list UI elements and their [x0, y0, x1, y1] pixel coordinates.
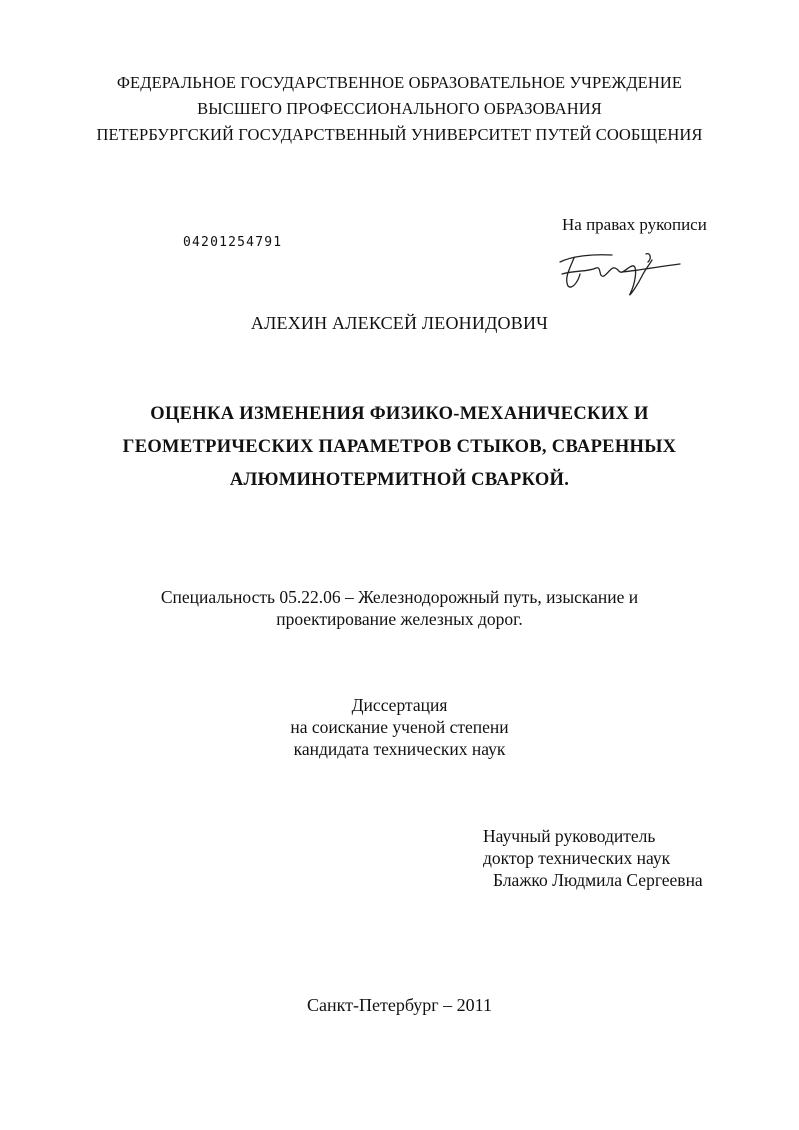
specialty-line-2: проектирование железных дорог. [276, 609, 523, 629]
supervisor-name: Блажко Людмила Сергеевна [493, 870, 703, 890]
dissertation-line-3: кандидата технических наук [293, 739, 506, 759]
title-line-1: ОЦЕНКА ИЗМЕНЕНИЯ ФИЗИКО-МЕХАНИЧЕСКИХ И [150, 404, 649, 424]
specialty [0, 586, 799, 630]
title-line-3: АЛЮМИНОТЕРМИТНОЙ СВАРКОЙ. [229, 470, 570, 490]
city-year: Санкт-Петербург – 2011 [306, 995, 493, 1015]
supervisor-degree: доктор технических наук [483, 848, 671, 868]
dissertation-title [0, 398, 799, 497]
institution-header [0, 70, 799, 148]
institution-line-1: ФЕДЕРАЛЬНОЕ ГОСУДАРСТВЕННОЕ ОБРАЗОВАТЕЛЬНОЕ УЧРЕЖДЕНИЕ [116, 73, 683, 92]
institution-line-2: ВЫСШЕГО ПРОФЕССИОНАЛЬНОГО ОБРАЗОВАНИЯ [197, 99, 602, 118]
dissertation-type [0, 694, 799, 760]
title-line-2: ГЕОМЕТРИЧЕСКИХ ПАРАМЕТРОВ СТЫКОВ, СВАРЕННЫХ [122, 437, 677, 457]
supervisor-block [483, 825, 703, 891]
supervisor-role: Научный руководитель [483, 826, 656, 846]
dissertation-line-2: на соискание ученой степени [290, 717, 509, 737]
dissertation-line-1: Диссертация [351, 695, 448, 715]
specialty-line-1: Специальность 05.22.06 – Железнодорожный путь, изыскание и [160, 587, 639, 607]
author-signature [552, 242, 682, 300]
rights-note: На правах рукописи [562, 215, 707, 234]
author-name: АЛЕХИН АЛЕКСЕЙ ЛЕОНИДОВИЧ [250, 313, 549, 333]
institution-line-3: ПЕТЕРБУРГСКИЙ ГОСУДАРСТВЕННЫЙ УНИВЕРСИТЕТ ПУТЕЙ СООБЩЕНИЯ [96, 125, 703, 144]
catalog-number: 04201254791 [183, 235, 283, 250]
